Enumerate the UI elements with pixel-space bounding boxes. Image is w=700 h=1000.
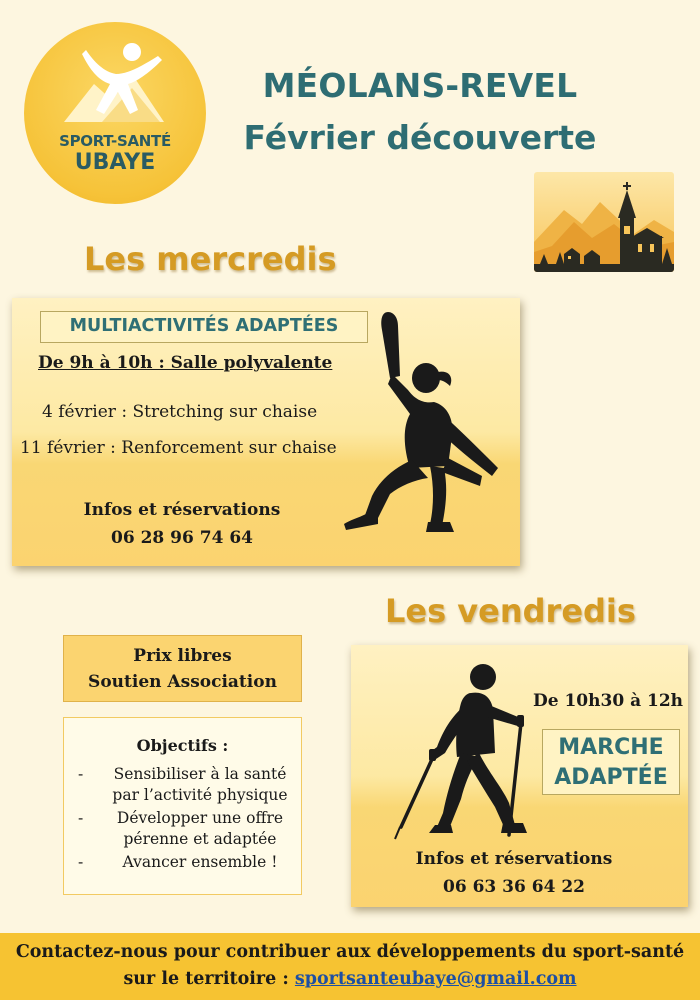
badge-line2: ADAPTÉE <box>554 765 668 790</box>
mercredis-card <box>12 298 520 566</box>
mountain-church-icon <box>534 172 674 272</box>
heading-mercredis: Les mercredis <box>84 240 337 278</box>
phone-number: 06 63 36 64 22 <box>443 877 585 897</box>
info-label: Infos et réservations <box>83 500 281 520</box>
info-label: Infos et réservations <box>415 849 613 869</box>
page-subtitle: Février découverte <box>243 118 597 157</box>
logo-figure-icon <box>24 22 206 204</box>
footer-line1: Contactez-nous pour contribuer aux développements du sport-santé <box>15 942 685 962</box>
mercredis-info <box>72 496 292 552</box>
vendredis-info <box>401 845 627 901</box>
marche-adaptee-badge <box>542 729 680 795</box>
list-item: - Développer une offre pérenne et adaptée <box>76 808 298 850</box>
vendredis-time: De 10h30 à 12h <box>533 691 684 711</box>
footer-prefix: sur le territoire : <box>123 969 295 989</box>
email-link[interactable]: sportsanteubaye@gmail.com <box>294 969 577 989</box>
contact-footer <box>0 933 700 1000</box>
objectifs-list <box>76 764 298 873</box>
multiactivites-badge: MULTIACTIVITÉS ADAPTÉES <box>40 311 368 343</box>
objectifs-box <box>63 717 302 895</box>
heading-vendredis: Les vendredis <box>385 592 636 630</box>
mercredis-time: De 9h à 10h : Salle polyvalente <box>38 353 333 373</box>
seated-stretch-icon <box>330 310 510 536</box>
price-box <box>63 635 302 702</box>
date-item: 4 février : Stretching sur chaise <box>42 402 318 422</box>
price-line1: Prix libres <box>133 646 232 666</box>
footer-line2 <box>0 966 700 993</box>
phone-number: 06 28 96 74 64 <box>111 528 253 548</box>
badge-line1: MARCHE <box>558 735 664 760</box>
objectifs-title: Objectifs : <box>136 736 229 755</box>
list-item: - Avancer ensemble ! <box>76 852 298 873</box>
logo-line2: UBAYE <box>74 150 156 175</box>
page-title: MÉOLANS-REVEL <box>262 66 578 105</box>
logo-line1: SPORT-SANTÉ <box>59 132 171 150</box>
list-item: - Sensibiliser à la santé par l’activité physique <box>76 764 298 806</box>
nordic-walker-icon <box>391 657 541 845</box>
vendredis-card <box>351 645 688 907</box>
price-line2: Soutien Association <box>88 672 277 692</box>
date-item: 11 février : Renforcement sur chaise <box>20 438 337 458</box>
sport-sante-ubaye-logo <box>24 22 206 204</box>
